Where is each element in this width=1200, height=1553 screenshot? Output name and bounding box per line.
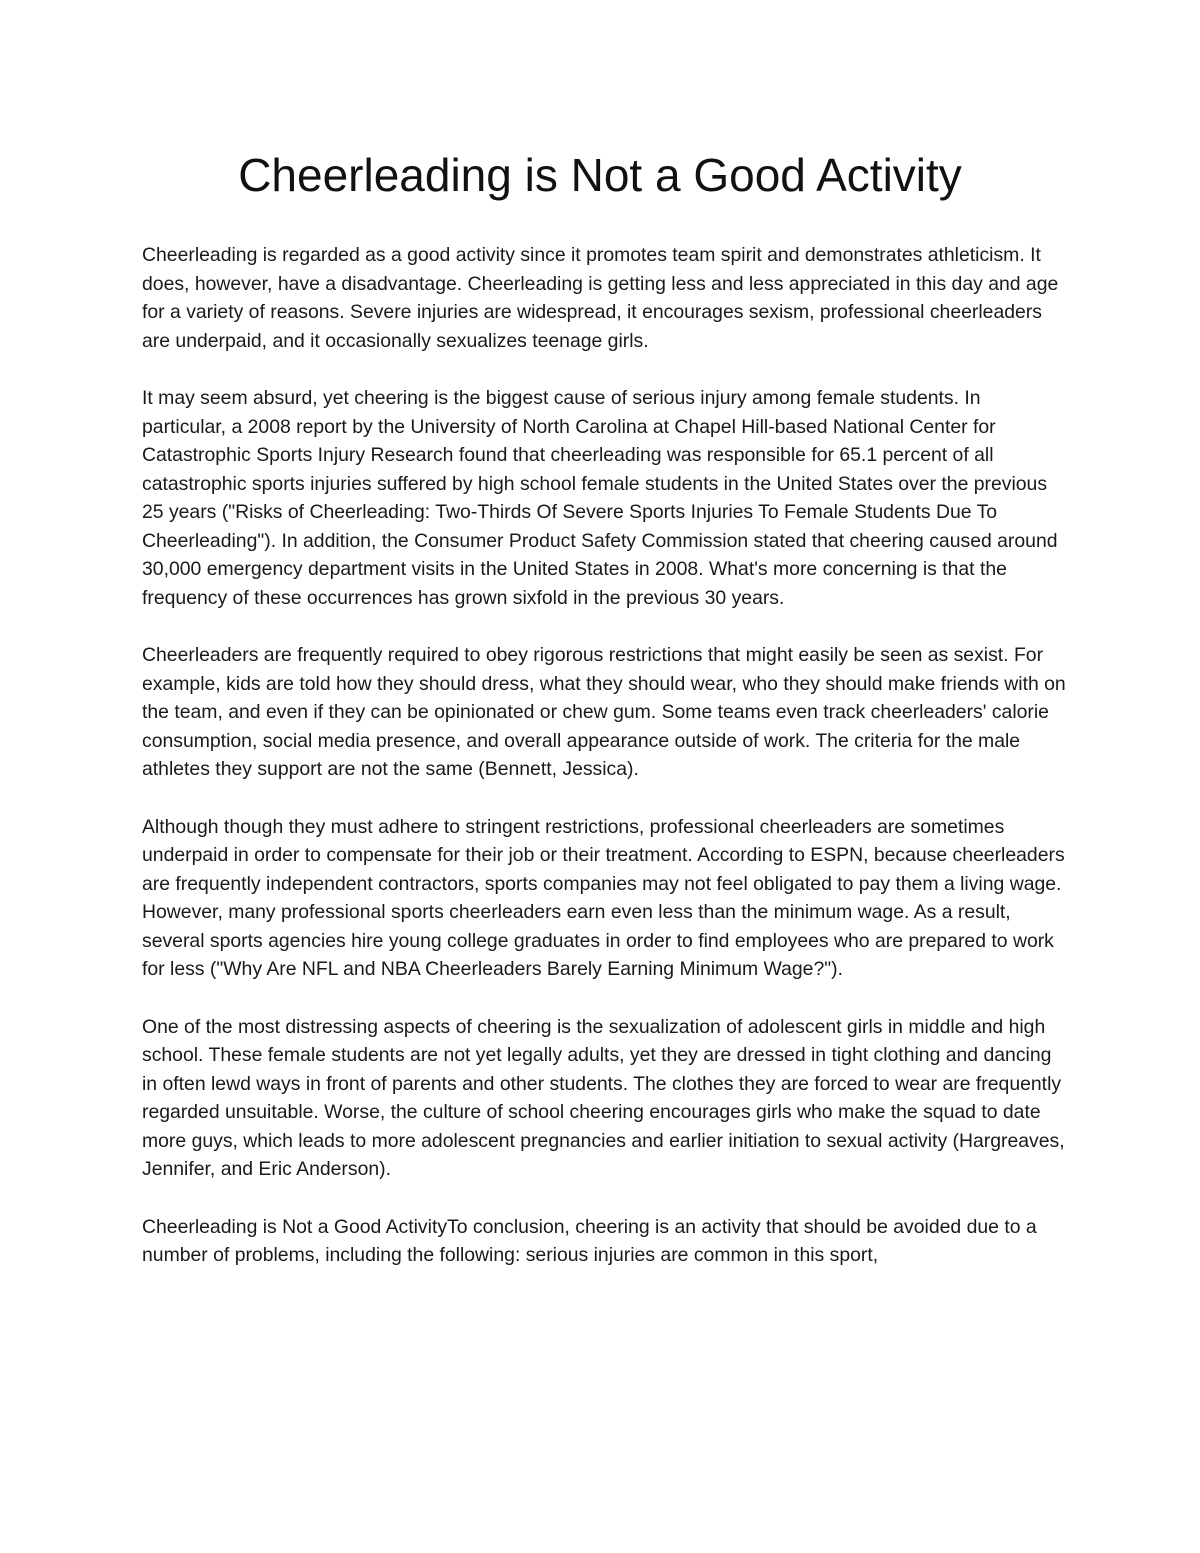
document-body — [142, 241, 1067, 1270]
paragraph-injuries: It may seem absurd, yet cheering is the biggest cause of serious injury among female students. In particular, a 2008 report by the University of North Carolina at Chapel Hill-based National Center for Catastrophic Sports Injury Research found that cheerleading was responsible for 65.1 percent of all catastrophic sports injuries suffered by high school female students in the United States over the previous 25 years ("Risks of Cheerleading: Two-Thirds Of Severe Sports Injuries To Female Students Due To Cheerleading"). In addition, the Consumer Product Safety Commission stated that cheering caused around 30,000 emergency department visits in the United States in 2008. What's more concerning is that the frequency of these occurrences has grown sixfold in the previous 30 years. — [142, 387, 1058, 609]
document-title: Cheerleading is Not a Good Activity — [238, 149, 962, 201]
paragraph-sexism: Cheerleaders are frequently required to obey rigorous restrictions that might easily be seen as sexist. For example, kids are told how they should dress, what they should wear, who they should make friends with on the team, and even if they can be opinionated or chew gum. Some teams even track cheerleaders' calorie consumption, social media presence, and overall appearance outside of work. The criteria for the male athletes they support are not the same (Bennett, Jessica). — [142, 644, 1066, 780]
paragraph-introduction: Cheerleading is regarded as a good activity since it promotes team spirit and demonstrates athleticism. It does, however, have a disadvantage. Cheerleading is getting less and less appreciated in this day and age for a variety of reasons. Severe injuries are widespread, it encourages sexism, professional cheerleaders are underpaid, and it occasionally sexualizes teenage girls. — [142, 244, 1059, 352]
paragraph-sexualization: One of the most distressing aspects of cheering is the sexualization of adolescent girls in middle and high school. These female students are not yet legally adults, yet they are dressed in tight clothing and dancing in often lewd ways in front of parents and other students. The clothes they are forced to wear are frequently regarded unsuitable. Worse, the culture of school cheering encourages girls who make the squad to date more guys, which leads to more adolescent pregnancies and earlier initiation to sexual activity (Hargreaves, Jennifer, and Eric Anderson). — [142, 1015, 1065, 1180]
paragraph-underpaid: Although though they must adhere to stringent restrictions, professional cheerleaders are sometimes underpaid in order to compensate for their job or their treatment. According to ESPN, because cheerleaders are frequently independent contractors, sports companies may not feel obligated to pay them a living wage. However, many professional sports cheerleaders earn even less than the minimum wage. As a result, several sports agencies hire young college graduates in order to find employees who are prepared to work for less ("Why Are NFL and NBA Cheerleaders Barely Earning Minimum Wage?"). — [142, 815, 1065, 980]
paragraph-conclusion: Cheerleading is Not a Good ActivityTo conclusion, cheering is an activity that should be avoided due to a number of problems, including the following: serious injuries are common in this sport, — [142, 1215, 1037, 1266]
